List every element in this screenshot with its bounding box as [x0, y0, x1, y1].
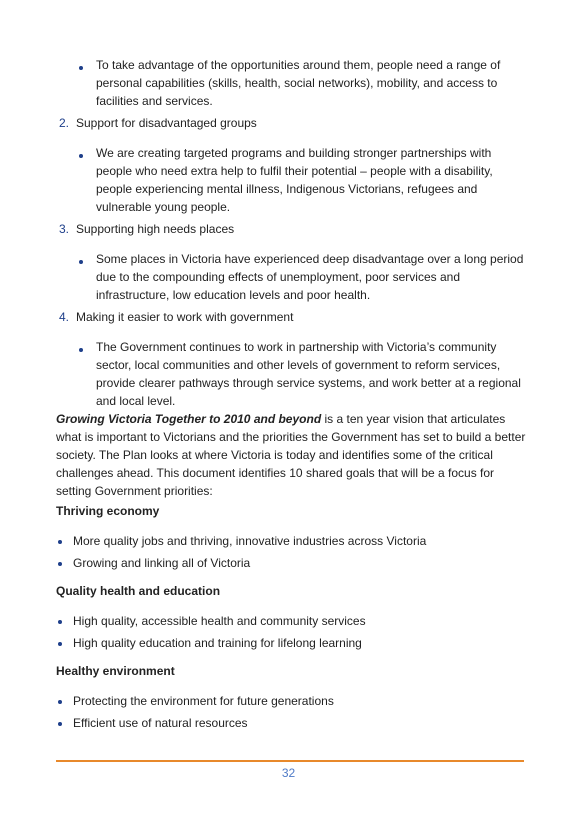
paragraph-body: is a ten year vision that articulates what is important to Victorians and the priorities the Government has set to build a better society. The Plan looks at where Victoria is today and identifies some of the critical challenges ahead. This document identifies 10 shared goals that will be a focus for setting Government priorities: [56, 412, 526, 498]
bullet-icon [58, 642, 62, 646]
paragraph-emphasis: Growing Victoria Together to 2010 and beyond [56, 412, 322, 426]
bullet-icon [58, 620, 62, 624]
list-sub-item: The Government continues to work in partnership with Victoria’s community sector, local communities and other levels of government to reform services, provide clearer pathways through service systems, and work better at a regional and local level. [96, 340, 521, 408]
list-item-title: Supporting high needs places [76, 222, 235, 236]
bullet-icon [79, 66, 83, 70]
list-sub-item: To take advantage of the opportunities around them, people need a range of personal capabilities (skills, health, social networks), mobility, and access to facilities and services. [96, 58, 501, 108]
goal-item: High quality education and training for lifelong learning [73, 636, 362, 650]
goal-heading: Quality health and education [56, 584, 221, 598]
bullet-icon [79, 348, 83, 352]
list-number: 2. [59, 116, 70, 130]
list-number: 3. [59, 222, 70, 236]
list-sub-item: Some places in Victoria have experienced deep disadvantage over a long period due to the compounding effects of unemployment, poor services and infrastructure, low education levels and poor health. [96, 252, 524, 302]
bullet-icon [79, 260, 83, 264]
list-number: 4. [59, 310, 70, 324]
goal-item: High quality, accessible health and community services [73, 614, 366, 628]
goal-heading: Thriving economy [56, 504, 160, 518]
bullet-icon [58, 540, 62, 544]
bullet-icon [58, 722, 62, 726]
goal-item: Growing and linking all of Victoria [73, 556, 251, 570]
list-item-title: Making it easier to work with government [76, 310, 294, 324]
list-sub-item: We are creating targeted programs and building stronger partnerships with people who need extra help to fulfil their potential – people with a disability, people experiencing mental illness, Indigenous Victorians, refugees and vulnerable young people. [96, 146, 493, 214]
bullet-icon [58, 562, 62, 566]
bullet-icon [79, 154, 83, 158]
list-item-title: Support for disadvantaged groups [76, 116, 257, 130]
page-number: 32 [281, 766, 296, 780]
intro-paragraph [56, 410, 526, 500]
goal-item: Efficient use of natural resources [73, 716, 248, 730]
footer-rule [56, 760, 524, 762]
goal-item: More quality jobs and thriving, innovative industries across Victoria [73, 534, 427, 548]
goal-heading: Healthy environment [56, 664, 175, 678]
goal-item: Protecting the environment for future generations [73, 694, 334, 708]
bullet-icon [58, 700, 62, 704]
